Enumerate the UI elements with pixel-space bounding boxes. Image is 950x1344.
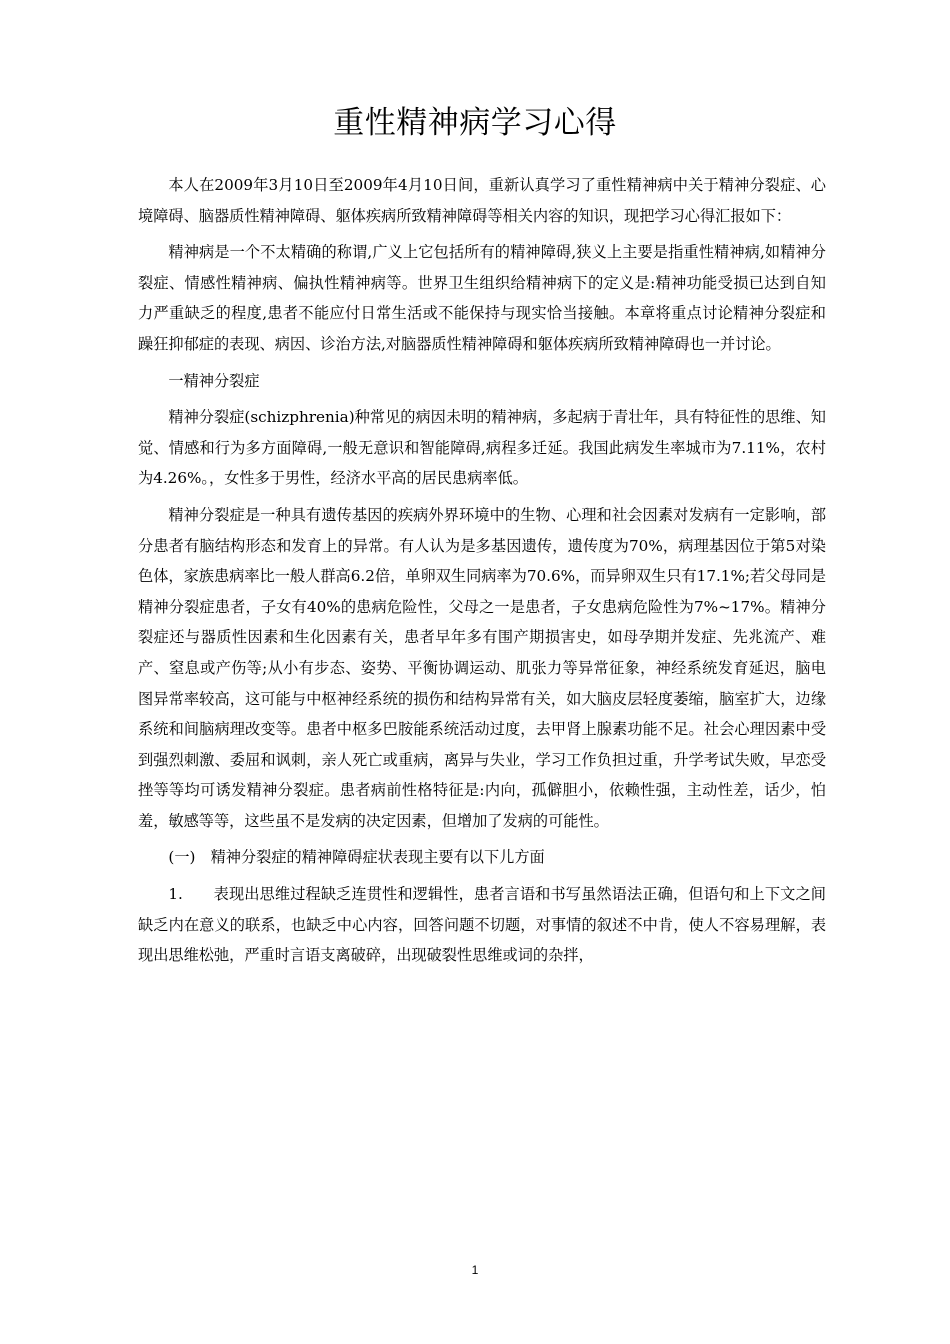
page-number: 1	[471, 1263, 479, 1277]
document-title: 重性精神病学习心得	[333, 105, 617, 141]
paragraph-schizophrenia-causes: 精神分裂症是一种具有遗传基因的疾病外界环境中的生物、心理和社会因素对发病有一定影响，部分患者有脑结构形态和发育上的异常。有人认为是多基因遗传，遗传度为70%，病理基因位于第5对染色体，家族患病率比一般人群高6.2倍，单卵双生同病率为70.6%，而异卵双生只有17.1%;若父母同是精神分裂症患者，子女有40%的患病危险性，父母之一是患者，子女患病危险性为7%~17%。精神分裂症还与器质性因素和生化因素有关，患者早年多有围产期损害史，如母孕期并发症、先兆流产、难产、窒息或产伤等;从小有步态、姿势、平衡协调运动、肌张力等异常征象，神经系统发育延迟，脑电图异常率较高，这可能与中枢神经系统的损伤和结构异常有关，如大脑皮层轻度萎缩，脑室扩大，边缘系统和间脑病理改变等。患者中枢多巴胺能系统活动过度，去甲肾上腺素功能不足。社会心理因素中受到强烈刺激、委屈和讽刺，亲人死亡或重病，离异与失业，学习工作负担过重，升学考试失败，早恋受挫等等均可诱发精神分裂症。患者病前性格特征是:内向，孤僻胆小，依赖性强，主动性差，话少，怕羞，敏感等等，这些虽不是发病的决定因素，但增加了发病的可能性。	[138, 505, 826, 830]
subsection-heading-symptoms: (一) 精神分裂症的精神障碍症状表现主要有以下儿方面	[168, 848, 545, 867]
document-body	[138, 170, 826, 977]
paragraph-definition: 精神病是一个不太精确的称谓,广义上它包括所有的精神障碍,狭义上主要是指重性精神病,如精神分裂症、情感性精神病、偏执性精神病等。世界卫生组织给精神病下的定义是:精神功能受损已达到自知力严重缺乏的程度,患者不能应付日常生活或不能保持与现实恰当接触。本章将重点讨论精神分裂症和躁狂抑郁症的表现、病因、诊治方法,对脑器质性精神障碍和躯体疾病所致精神障碍也一并讨论。	[138, 243, 826, 353]
paragraph-intro: 本人在2009年3月10日至2009年4月10日间，重新认真学习了重性精神病中关于精神分裂症、心境障碍、脑器质性精神障碍、躯体疾病所致精神障碍等相关内容的知识，现把学习心得汇报如下：	[138, 176, 826, 225]
list-item-symptom-1: 1. 表现出思维过程缺乏连贯性和逻辑性，患者言语和书写虽然语法正确，但语句和上下文之间缺乏内在意义的联系，也缺乏中心内容，回答问题不切题，对事情的叙述不中肯，使人不容易理解，表现出思维松弛，严重时言语支离破碎，出现破裂性思维或词的杂拌，	[138, 885, 826, 965]
section-heading-schizophrenia: 一精神分裂症	[168, 371, 260, 390]
paragraph-schizophrenia-overview: 精神分裂症(schizphrenia)种常见的病因未明的精神病，多起病于青壮年，具有特征性的思维、知觉、情感和行为多方面障碍,一般无意识和智能障碍,病程多迁延。我国此病发生率城市为7.11%，农村为4.26%。，女性多于男性，经济水平高的居民患病率低。	[138, 408, 826, 488]
